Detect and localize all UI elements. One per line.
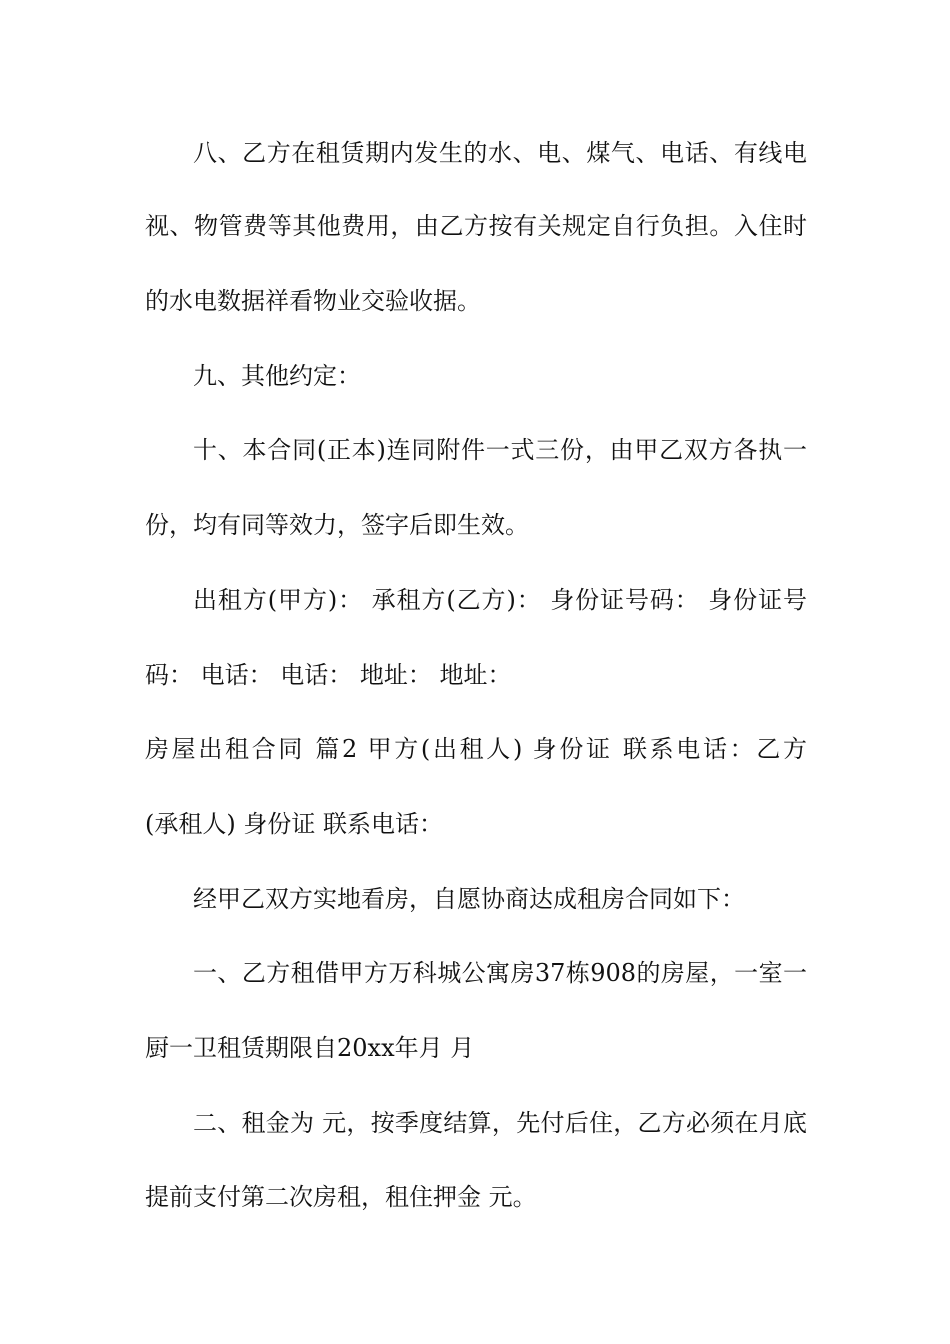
clause-10-line-1: 十、本合同(正本)连同附件一式三份，由甲乙双方各执一 (193, 436, 807, 464)
clause-2-line-2: 提前支付第二次房租，租住押金 元。 (145, 1183, 537, 1211)
contract-2-heading-line-2: (承租人) 身份证 联系电话： (145, 810, 443, 838)
signature-line-2: 码： 电话： 电话： 地址： 地址： (145, 661, 512, 689)
clause-8-line-1: 八、乙方在租赁期内发生的水、电、煤气、电话、有线电 (193, 139, 807, 167)
clause-8-line-3: 的水电数据祥看物业交验收据。 (145, 287, 481, 315)
clause-8-line-2: 视、物管费等其他费用，由乙方按有关规定自行负担。入住时 (145, 212, 807, 240)
intro-line: 经甲乙双方实地看房，自愿协商达成租房合同如下： (193, 885, 745, 913)
signature-line-1: 出租方(甲方)： 承租方(乙方)： 身份证号码： 身份证号 (193, 586, 807, 614)
clause-10-line-2: 份，均有同等效力，签字后即生效。 (145, 511, 529, 539)
clause-1-line-2: 厨一卫租赁期限自20xx年月 月 (145, 1034, 475, 1062)
clause-9-line-1: 九、其他约定： (193, 362, 361, 390)
clause-2-line-1: 二、租金为 元，按季度结算，先付后住，乙方必须在月底 (193, 1109, 807, 1137)
contract-2-heading-line-1: 房屋出租合同 篇2 甲方(出租人) 身份证 联系电话：乙方 (145, 735, 807, 763)
clause-1-line-1: 一、乙方租借甲方万科城公寓房37栋908的房屋，一室一 (193, 959, 807, 987)
